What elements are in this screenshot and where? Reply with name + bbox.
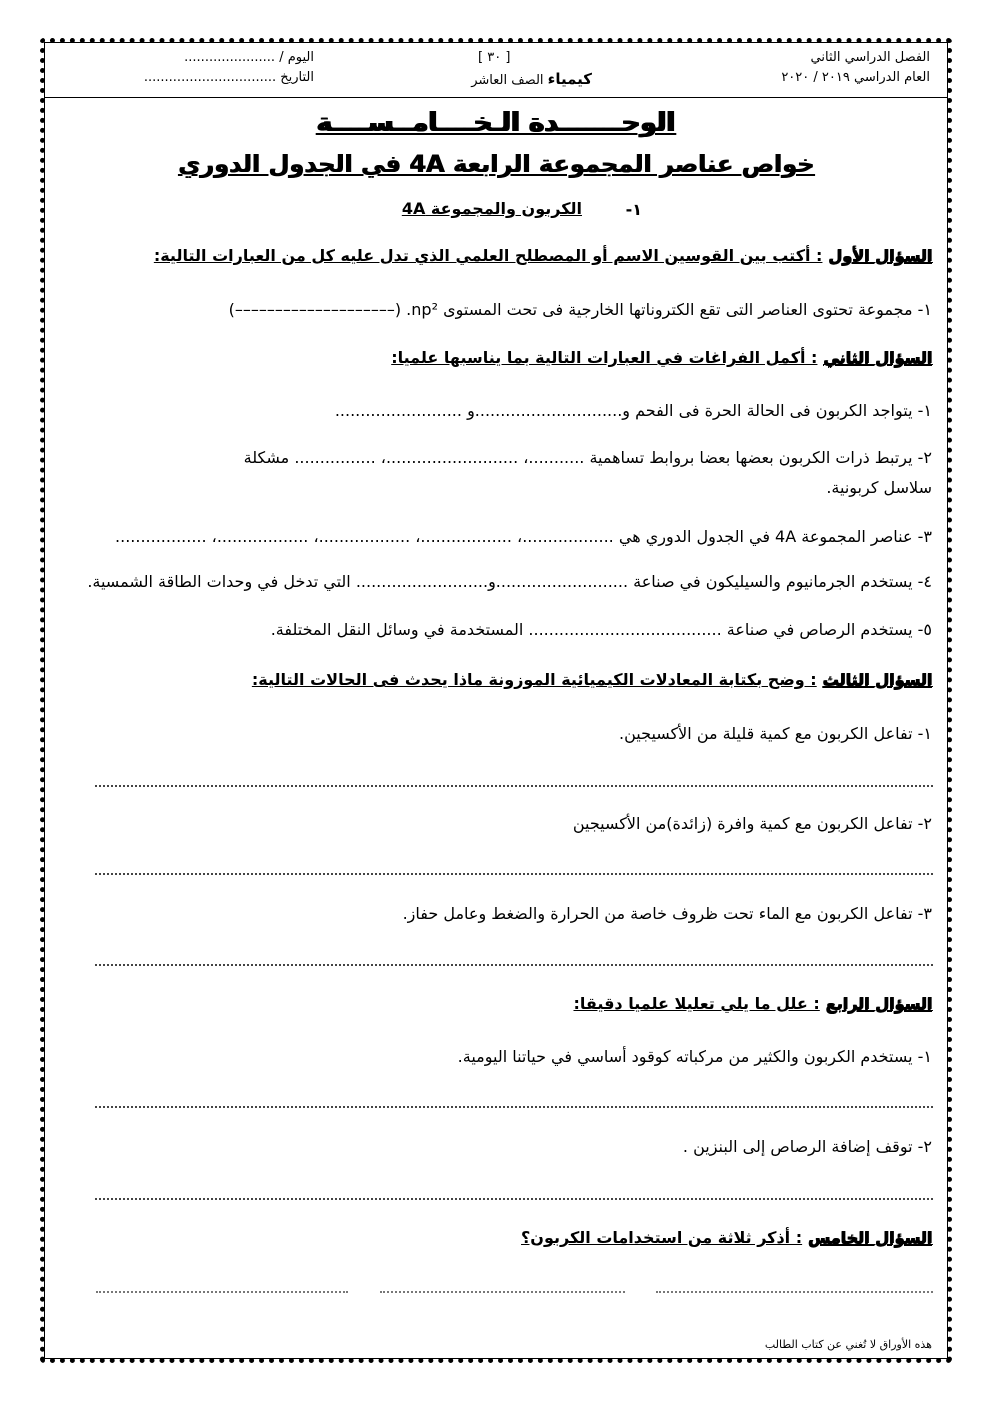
answer-line[interactable]	[95, 873, 933, 875]
question-1	[154, 246, 932, 265]
question-4-label: السؤال الرابع	[825, 994, 932, 1013]
question-3-label: السؤال الثالث	[822, 670, 932, 689]
answer-line[interactable]	[380, 1291, 625, 1293]
question-5-text: : أذكر ثلاثة من استخدامات الكربون؟	[521, 1228, 803, 1247]
question-4	[573, 994, 932, 1013]
question-4-text: : علل ما يلي تعليلا علميا دقيقا:	[573, 994, 820, 1013]
page-border-inner	[44, 42, 948, 1359]
day-field	[184, 50, 314, 65]
question-1-text: : أكتب بين القوسين الاسم أو المصطلح العلمي الذي تدل عليه كل من العبارات التالية:	[153, 246, 823, 265]
question-2-label: السؤال الثاني	[823, 348, 932, 367]
semester-label: الفصل الدراسي الثاني	[810, 50, 930, 65]
subject-line	[471, 70, 592, 88]
q1-item-1: ١- مجموعة تحتوى العناصر التى تقع الكتروناتها الخارجية فى تحت المستوى np². (––––––––––––––––––––)	[228, 300, 932, 319]
question-2	[391, 348, 932, 367]
section-title: الكربون والمجموعة 4A	[401, 199, 582, 218]
answer-line[interactable]	[95, 964, 933, 966]
q4-item-2: ٢- توقف إضافة الرصاص إلى البنزين .	[682, 1137, 932, 1156]
question-3	[252, 670, 932, 689]
q2-item-4: ٤- يستخدم الجرمانيوم والسيليكون في صناعة ..........................و.......................... التي تدخل في وحدات الطاقة الشمسية.	[87, 572, 932, 591]
answer-line[interactable]	[95, 785, 933, 787]
question-5-label: السؤال الخامس	[807, 1228, 932, 1247]
date-label: التاريخ	[280, 70, 314, 85]
section-number: ١-	[625, 200, 642, 219]
answer-line[interactable]	[656, 1291, 933, 1293]
q4-item-1: ١- يستخدم الكربون والكثير من مركباته كوقود أساسي في حياتنا اليومية.	[457, 1047, 932, 1066]
q3-item-2: ٢- تفاعل الكربون مع كمية وافرة (زائدة)من الأكسيجين	[572, 814, 932, 833]
total-marks: [ ٣٠ ]	[478, 50, 511, 65]
grade-name: الصف العاشر	[471, 73, 544, 88]
date-field	[144, 70, 314, 85]
answer-line[interactable]	[96, 1291, 348, 1293]
answer-line[interactable]	[95, 1106, 933, 1108]
question-3-text: : وضح بكتابة المعادلات الكيميائية الموزونة ماذا يحدث فى الحالات التالية:	[251, 670, 817, 689]
date-blank: ................................	[143, 70, 277, 85]
academic-year: العام الدراسي ٢٠١٩ / ٢٠٢٠	[781, 70, 930, 85]
q2-item-2: ٢- يرتبط ذرات الكربون بعضها بعضا بروابط تساهمية ...........، ..........................، ................ مشكلة	[243, 448, 932, 467]
q2-item-5: ٥- يستخدم الرصاص في صناعة ...................................... المستخدمة في وسائل النقل المختلفة.	[270, 620, 932, 639]
question-2-text: : أكمل الفراغات في العبارات التالية بما يناسبها علميا:	[391, 348, 818, 367]
question-5	[521, 1228, 932, 1247]
subject-name: كيمياء	[547, 70, 592, 88]
q3-item-3: ٣- تفاعل الكربون مع الماء تحت ظروف خاصة من الحرارة والضغط وعامل حفاز.	[402, 904, 932, 923]
header-divider	[44, 97, 948, 98]
question-1-label: السؤال الأول	[828, 246, 932, 265]
q3-item-1: ١- تفاعل الكربون مع كمية قليلة من الأكسيجين.	[619, 724, 932, 743]
topic-title: خواص عناصر المجموعة الرابعة 4A في الجدول الدوري	[177, 150, 815, 178]
day-blank: ......................	[184, 50, 276, 65]
q2-item-2-cont: سلاسل كربونية.	[826, 478, 932, 497]
q2-item-1: ١- يتواجد الكربون فى الحالة الحرة فى الفحم و.............................و .........................	[334, 401, 932, 420]
day-label: اليوم /	[279, 50, 314, 65]
answer-line[interactable]	[95, 1198, 933, 1200]
unit-title: الوحـــــــدة الـخــــامــســــة	[316, 108, 676, 138]
q2-item-3: ٣- عناصر المجموعة 4A في الجدول الدوري هي ..................، ..................، ..................، ..................، ..................	[115, 527, 932, 546]
footer-note: هذه الأوراق لا تُغني عن كتاب الطالب	[764, 1338, 932, 1351]
